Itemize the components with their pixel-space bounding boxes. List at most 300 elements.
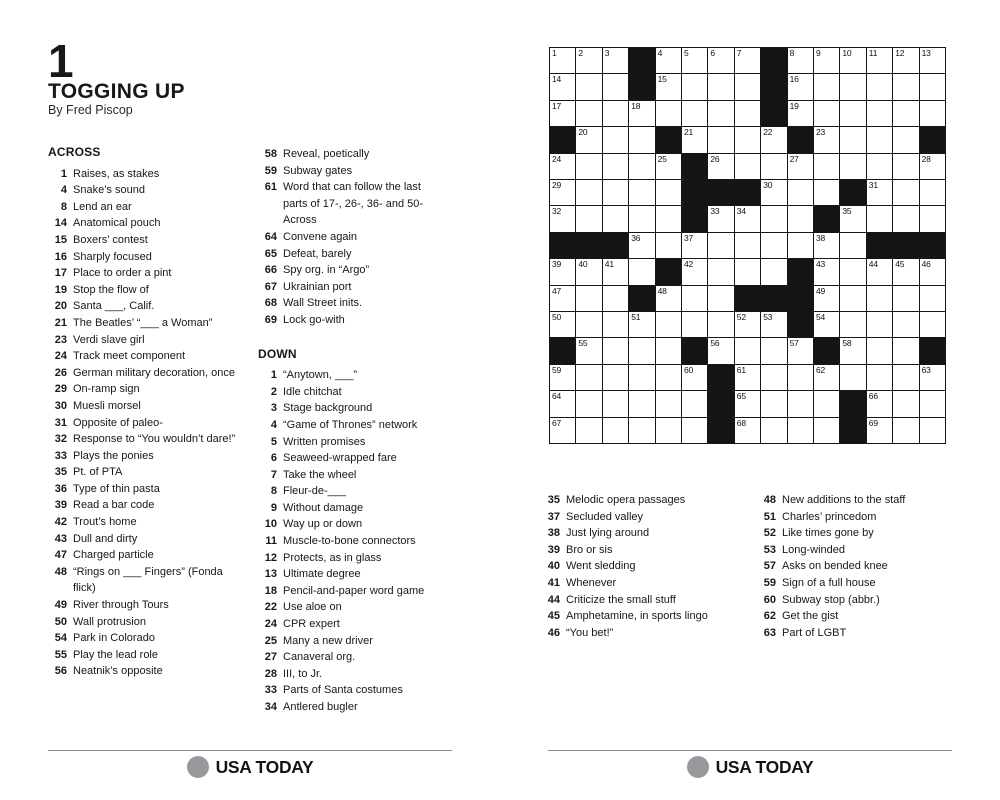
clue-4 — [48, 182, 238, 199]
grid-cell[interactable] — [550, 312, 575, 337]
clue-1 — [258, 367, 444, 384]
grid-cell[interactable] — [814, 259, 839, 284]
grid-cell[interactable] — [603, 365, 628, 390]
grid-cell[interactable] — [893, 101, 918, 126]
clue-19 — [48, 282, 238, 299]
grid-cell[interactable] — [920, 391, 945, 416]
grid-cell[interactable] — [603, 101, 628, 126]
down-header: DOWN — [258, 346, 297, 361]
grid-cell[interactable] — [682, 233, 707, 258]
clue-number: 48 — [763, 494, 776, 506]
grid-cell[interactable] — [920, 101, 945, 126]
grid-cell[interactable] — [735, 418, 760, 443]
grid-cell[interactable] — [656, 365, 681, 390]
grid-cell[interactable] — [603, 127, 628, 152]
cell-number: 19 — [789, 100, 799, 111]
clue-text: Muesli morsel — [73, 399, 141, 412]
grid-cell[interactable] — [788, 418, 813, 443]
cell-number: 36 — [631, 232, 641, 243]
grid-cell[interactable] — [814, 101, 839, 126]
grid-cell[interactable] — [761, 312, 786, 337]
grid-cell[interactable] — [867, 180, 892, 205]
grid-cell[interactable] — [735, 312, 760, 337]
grid-cell[interactable] — [576, 101, 601, 126]
clue-number: 48 — [54, 565, 67, 578]
grid-cell[interactable] — [814, 74, 839, 99]
clue-text: Part of LGBT — [782, 626, 847, 639]
black-square — [682, 206, 707, 231]
grid-cell[interactable] — [814, 48, 839, 73]
grid-cell[interactable] — [788, 154, 813, 179]
clue-number: 9 — [270, 501, 277, 514]
grid-cell[interactable] — [656, 418, 681, 443]
grid-cell[interactable] — [550, 48, 575, 73]
clue-65 — [258, 246, 444, 263]
grid-cell[interactable] — [603, 259, 628, 284]
grid-cell[interactable] — [840, 74, 865, 99]
grid-cell[interactable] — [814, 127, 839, 152]
grid-cell[interactable] — [735, 101, 760, 126]
clue-16 — [48, 249, 238, 266]
grid-cell[interactable] — [708, 74, 733, 99]
grid-cell[interactable] — [603, 312, 628, 337]
grid-cell[interactable] — [576, 74, 601, 99]
grid-cell[interactable] — [682, 127, 707, 152]
grid-cell[interactable] — [840, 154, 865, 179]
grid-cell[interactable] — [788, 365, 813, 390]
clue-text: Asks on bended knee — [782, 560, 888, 573]
grid-cell[interactable] — [867, 101, 892, 126]
grid-cell[interactable] — [761, 127, 786, 152]
black-square — [840, 180, 865, 205]
grid-cell[interactable] — [629, 312, 654, 337]
grid-cell[interactable] — [893, 338, 918, 363]
grid-cell[interactable] — [761, 154, 786, 179]
grid-cell[interactable] — [920, 154, 945, 179]
grid-cell[interactable] — [603, 74, 628, 99]
grid-cell[interactable] — [550, 286, 575, 311]
grid-cell[interactable] — [682, 74, 707, 99]
clue-60 — [757, 592, 969, 609]
clue-40 — [541, 558, 753, 575]
clue-48 — [757, 492, 969, 509]
cell-number: 42 — [683, 259, 694, 270]
clue-text: Protects, as in glass — [283, 551, 382, 564]
grid-cell[interactable] — [576, 312, 601, 337]
grid-cell[interactable] — [840, 365, 865, 390]
clue-text: Written promises — [283, 435, 366, 448]
grid-cell[interactable] — [708, 233, 733, 258]
grid-cell[interactable] — [682, 312, 707, 337]
grid-cell[interactable] — [550, 391, 575, 416]
footer-rule-right — [548, 750, 952, 751]
cell-number: 14 — [552, 74, 562, 85]
cell-number: 20 — [578, 127, 588, 138]
grid-cell[interactable] — [576, 259, 601, 284]
black-square — [788, 286, 813, 311]
clue-number: 35 — [547, 494, 560, 506]
clue-number: 32 — [54, 433, 67, 446]
grid-cell[interactable] — [840, 233, 865, 258]
clue-39 — [48, 497, 238, 514]
grid-cell[interactable] — [814, 180, 839, 205]
clue-text: Trout’s home — [73, 516, 137, 529]
cell-number: 55 — [578, 338, 588, 349]
grid-cell[interactable] — [629, 233, 654, 258]
grid-cell[interactable] — [893, 206, 918, 231]
cell-number: 18 — [631, 100, 641, 111]
grid-cell[interactable] — [893, 418, 918, 443]
cell-number: 61 — [736, 364, 746, 375]
grid-cell[interactable] — [920, 312, 945, 337]
clue-number: 24 — [264, 618, 277, 631]
grid-cell[interactable] — [788, 206, 813, 231]
cell-number: 8 — [789, 48, 795, 58]
grid-cell[interactable] — [629, 259, 654, 284]
clue-number: 21 — [54, 316, 67, 329]
cell-number: 21 — [683, 127, 694, 138]
clue-35 — [48, 464, 238, 481]
grid-cell[interactable] — [735, 338, 760, 363]
grid-cell[interactable] — [682, 259, 707, 284]
grid-cell[interactable] — [735, 74, 760, 99]
grid-cell[interactable] — [576, 286, 601, 311]
grid-cell[interactable] — [576, 338, 601, 363]
grid-cell[interactable] — [682, 286, 707, 311]
grid-cell[interactable] — [735, 233, 760, 258]
grid-cell[interactable] — [735, 127, 760, 152]
clue-54 — [48, 630, 238, 647]
grid-cell[interactable] — [893, 286, 918, 311]
grid-cell[interactable] — [893, 74, 918, 99]
grid-cell[interactable] — [893, 154, 918, 179]
puzzle-number: 1 — [48, 35, 73, 87]
grid-cell[interactable] — [708, 338, 733, 363]
clue-number: 30 — [54, 399, 67, 412]
grid-cell[interactable] — [735, 259, 760, 284]
grid-cell[interactable] — [682, 101, 707, 126]
grid-cell[interactable] — [840, 338, 865, 363]
grid-cell[interactable] — [788, 48, 813, 73]
grid-cell[interactable] — [814, 391, 839, 416]
clue-text: Secluded valley — [566, 510, 644, 523]
cell-number: 34 — [736, 206, 746, 217]
grid-cell[interactable] — [814, 233, 839, 258]
grid-cell[interactable] — [550, 418, 575, 443]
grid-cell[interactable] — [656, 286, 681, 311]
grid-cell[interactable] — [656, 154, 681, 179]
black-square — [761, 48, 786, 73]
grid-cell[interactable] — [761, 365, 786, 390]
grid-cell[interactable] — [550, 206, 575, 231]
grid-cell[interactable] — [576, 206, 601, 231]
grid-cell[interactable] — [867, 206, 892, 231]
grid-cell[interactable] — [788, 233, 813, 258]
grid-cell[interactable] — [550, 101, 575, 126]
grid-cell[interactable] — [788, 391, 813, 416]
grid-cell[interactable] — [761, 206, 786, 231]
grid-cell[interactable] — [920, 259, 945, 284]
grid-cell[interactable] — [761, 418, 786, 443]
clue-59 — [258, 163, 444, 180]
cell-number: 44 — [868, 259, 878, 270]
grid-cell[interactable] — [840, 312, 865, 337]
grid-cell[interactable] — [840, 286, 865, 311]
cell-number: 30 — [763, 179, 773, 190]
grid-cell[interactable] — [656, 233, 681, 258]
grid-cell[interactable] — [708, 127, 733, 152]
clue-text: Response to “You wouldn’t dare!” — [73, 433, 236, 446]
clue-text: Pt. of PTA — [73, 466, 123, 479]
grid-cell[interactable] — [867, 286, 892, 311]
clue-number: 61 — [264, 181, 277, 194]
clue-51 — [757, 509, 969, 526]
grid-cell[interactable] — [550, 180, 575, 205]
clue-14 — [48, 215, 238, 232]
grid-cell[interactable] — [761, 233, 786, 258]
down-clues-column-2 — [541, 492, 753, 641]
grid-cell[interactable] — [576, 154, 601, 179]
grid-cell[interactable] — [735, 154, 760, 179]
grid-cell[interactable] — [814, 312, 839, 337]
grid-cell[interactable] — [867, 127, 892, 152]
clue-number: 68 — [264, 297, 277, 310]
grid-cell[interactable] — [708, 48, 733, 73]
clue-59 — [757, 575, 969, 592]
grid-cell[interactable] — [920, 418, 945, 443]
clue-number: 13 — [264, 568, 277, 581]
cell-number: 67 — [552, 417, 562, 428]
cell-number: 16 — [789, 74, 799, 85]
black-square — [920, 127, 945, 152]
grid-cell[interactable] — [682, 391, 707, 416]
grid-cell[interactable] — [550, 74, 575, 99]
grid-cell[interactable] — [735, 206, 760, 231]
clue-number: 59 — [264, 164, 277, 177]
grid-cell[interactable] — [735, 365, 760, 390]
cell-number: 1 — [552, 48, 557, 58]
grid-cell[interactable] — [656, 101, 681, 126]
grid-cell[interactable] — [761, 180, 786, 205]
grid-cell[interactable] — [920, 206, 945, 231]
clue-23 — [48, 332, 238, 349]
grid-cell[interactable] — [867, 259, 892, 284]
clue-66 — [258, 262, 444, 279]
cell-number: 17 — [552, 100, 562, 111]
grid-cell[interactable] — [867, 391, 892, 416]
clue-number: 27 — [264, 651, 277, 664]
grid-cell[interactable] — [735, 391, 760, 416]
cell-number: 15 — [657, 74, 667, 85]
grid-cell[interactable] — [840, 206, 865, 231]
grid-cell[interactable] — [603, 338, 628, 363]
black-square — [708, 391, 733, 416]
clue-45 — [541, 608, 753, 625]
grid-cell[interactable] — [920, 365, 945, 390]
grid-cell[interactable] — [629, 180, 654, 205]
clue-8 — [258, 483, 444, 500]
grid-cell[interactable] — [656, 48, 681, 73]
clue-67 — [258, 279, 444, 296]
grid-cell[interactable] — [656, 180, 681, 205]
grid-cell[interactable] — [893, 259, 918, 284]
grid-cell[interactable] — [629, 206, 654, 231]
grid-cell[interactable] — [576, 180, 601, 205]
grid-cell[interactable] — [682, 48, 707, 73]
grid-cell[interactable] — [867, 74, 892, 99]
grid-cell[interactable] — [788, 338, 813, 363]
grid-cell[interactable] — [735, 48, 760, 73]
clue-47 — [48, 547, 238, 564]
grid-cell[interactable] — [893, 365, 918, 390]
clue-number: 49 — [54, 599, 67, 612]
grid-cell[interactable] — [603, 180, 628, 205]
black-square — [550, 233, 575, 258]
clue-text: Get the gist — [782, 610, 839, 623]
grid-cell[interactable] — [708, 206, 733, 231]
grid-cell[interactable] — [603, 391, 628, 416]
clue-number: 19 — [54, 283, 67, 296]
grid-cell[interactable] — [840, 101, 865, 126]
grid-cell[interactable] — [629, 391, 654, 416]
grid-cell[interactable] — [682, 365, 707, 390]
grid-cell[interactable] — [656, 312, 681, 337]
clue-text: Antlered bugler — [283, 701, 358, 713]
clue-2 — [258, 384, 444, 401]
cell-number: 48 — [657, 285, 667, 296]
grid-cell[interactable] — [603, 286, 628, 311]
grid-cell[interactable] — [761, 391, 786, 416]
clue-text: “Anytown, ___” — [283, 369, 357, 382]
cell-number: 63 — [921, 364, 931, 375]
grid-cell[interactable] — [893, 48, 918, 73]
grid-cell[interactable] — [708, 259, 733, 284]
clue-number: 18 — [264, 584, 277, 597]
black-square — [550, 127, 575, 152]
grid-cell[interactable] — [761, 259, 786, 284]
grid-cell[interactable] — [629, 154, 654, 179]
clues-column-2 — [258, 146, 444, 716]
grid-cell[interactable] — [603, 48, 628, 73]
grid-cell[interactable] — [893, 391, 918, 416]
down-clue-list-continued — [541, 492, 753, 641]
grid-cell[interactable] — [867, 154, 892, 179]
grid-cell[interactable] — [840, 127, 865, 152]
grid-cell[interactable] — [708, 312, 733, 337]
grid-cell[interactable] — [629, 127, 654, 152]
grid-cell[interactable] — [550, 259, 575, 284]
usatoday-globe-icon — [187, 756, 209, 778]
grid-cell[interactable] — [788, 180, 813, 205]
grid-cell[interactable] — [708, 101, 733, 126]
grid-cell[interactable] — [656, 74, 681, 99]
down-clue-list-continued — [757, 492, 969, 641]
cell-number: 69 — [868, 417, 878, 428]
grid-cell[interactable] — [761, 338, 786, 363]
grid-cell[interactable] — [867, 365, 892, 390]
clue-text: Neatnik’s opposite — [73, 665, 163, 678]
grid-cell[interactable] — [656, 391, 681, 416]
clue-36 — [48, 481, 238, 498]
grid-cell[interactable] — [576, 365, 601, 390]
grid-cell[interactable] — [788, 74, 813, 99]
cell-number: 35 — [842, 206, 852, 217]
clue-text: Many a new driver — [283, 634, 373, 647]
grid-cell[interactable] — [867, 312, 892, 337]
clue-number: 4 — [60, 184, 67, 197]
grid-cell[interactable] — [814, 154, 839, 179]
clue-text: Type of thin pasta — [73, 482, 160, 495]
grid-cell[interactable] — [603, 418, 628, 443]
grid-cell[interactable] — [603, 154, 628, 179]
clue-number: 44 — [547, 593, 560, 606]
clue-number: 65 — [264, 247, 277, 260]
cell-number: 9 — [815, 48, 821, 58]
clue-number: 22 — [264, 601, 277, 614]
clue-number: 56 — [54, 665, 67, 678]
grid-cell[interactable] — [656, 206, 681, 231]
grid-cell[interactable] — [629, 101, 654, 126]
grid-cell[interactable] — [576, 48, 601, 73]
grid-cell[interactable] — [814, 365, 839, 390]
grid-cell[interactable] — [920, 74, 945, 99]
grid-cell[interactable] — [893, 180, 918, 205]
clue-39 — [541, 542, 753, 559]
grid-cell[interactable] — [840, 259, 865, 284]
grid-cell[interactable] — [629, 418, 654, 443]
grid-cell[interactable] — [576, 391, 601, 416]
grid-cell[interactable] — [629, 365, 654, 390]
clue-61 — [258, 179, 444, 229]
grid-cell[interactable] — [603, 206, 628, 231]
grid-cell[interactable] — [576, 418, 601, 443]
grid-cell[interactable] — [840, 48, 865, 73]
grid-cell[interactable] — [629, 338, 654, 363]
grid-cell[interactable] — [920, 48, 945, 73]
grid-cell[interactable] — [867, 48, 892, 73]
clue-25 — [258, 633, 444, 650]
grid-cell[interactable] — [708, 286, 733, 311]
grid-cell[interactable] — [550, 365, 575, 390]
black-square — [893, 233, 918, 258]
grid-cell[interactable] — [920, 286, 945, 311]
grid-cell[interactable] — [867, 418, 892, 443]
cell-number: 65 — [736, 391, 746, 402]
grid-cell[interactable] — [814, 286, 839, 311]
clue-number: 26 — [54, 366, 67, 379]
grid-cell[interactable] — [682, 418, 707, 443]
grid-cell[interactable] — [788, 101, 813, 126]
grid-cell[interactable] — [656, 338, 681, 363]
grid-cell[interactable] — [814, 418, 839, 443]
clue-number: 62 — [763, 610, 776, 623]
clue-text: Lend an ear — [73, 200, 132, 213]
grid-cell[interactable] — [893, 127, 918, 152]
clue-text: Santa ___, Calif. — [73, 300, 155, 313]
cell-number: 24 — [552, 153, 562, 164]
grid-cell[interactable] — [867, 338, 892, 363]
black-square — [788, 312, 813, 337]
grid-cell[interactable] — [920, 180, 945, 205]
grid-cell[interactable] — [576, 127, 601, 152]
grid-cell[interactable] — [893, 312, 918, 337]
clue-text: Subway gates — [283, 164, 353, 177]
clue-text: Went sledding — [566, 560, 636, 573]
clue-number: 10 — [264, 518, 277, 531]
clue-58 — [258, 146, 444, 163]
grid-cell[interactable] — [708, 154, 733, 179]
grid-cell[interactable] — [550, 154, 575, 179]
